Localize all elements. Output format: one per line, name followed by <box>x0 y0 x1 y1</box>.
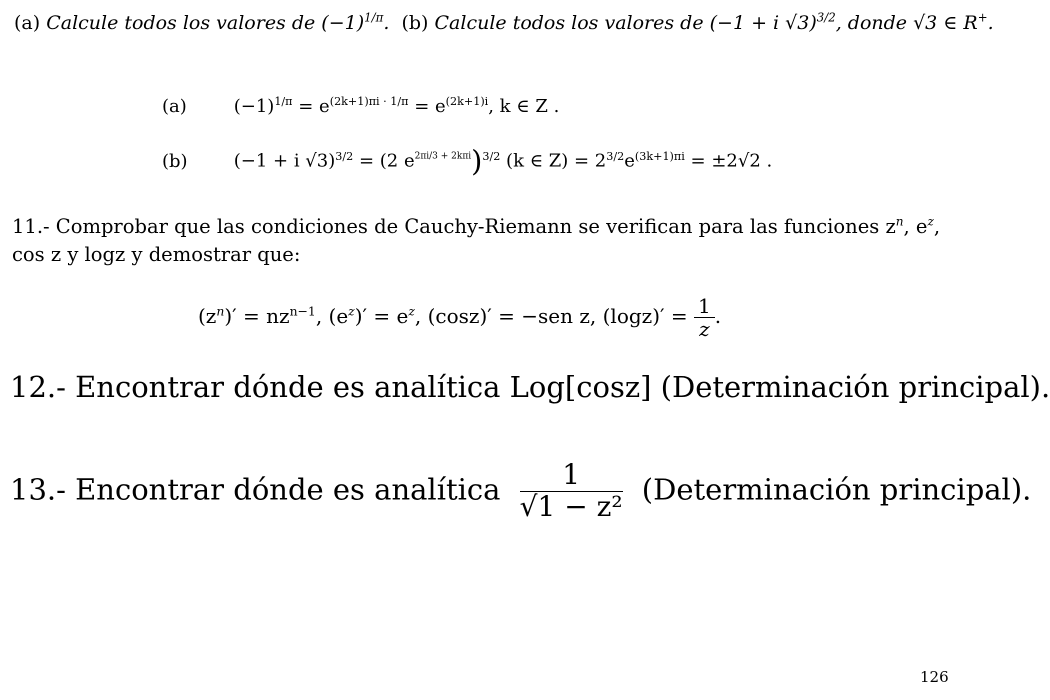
answer-b-equation: (b) (−1 + i √3)$^{3/2}$ = (2 $e^{2\pi i/3 + 2k\pi i})^{3/2}$ (k ∈ $Z) = 2^{3/2}e^{(3k+1)\pi i} = \pm 2√2$ . <box>162 144 773 178</box>
problem-11-statement-cont: cos z y logz y demostrar que: <box>12 243 301 266</box>
answer-a-equation: (a) $(-1)^{1/\pi} = e^{(2k+1)\pi i \cdot 1/\pi} = e^{(2k+1)i}$, k ∈ Z . <box>162 95 560 117</box>
problem-11-statement: 11.- Comprobar que las condiciones de Cauchy-Riemann se verifican para las funciones $z^n$, $e^z$, <box>12 214 941 238</box>
fraction-1-over-sqrt: $\frac{1}{\text{√1 − z²}}$ <box>519 458 623 523</box>
fraction-1-over-z: $\frac{1}{z}$ <box>694 295 715 340</box>
problem-12-statement: 12.- Encontrar dónde es analítica Log[cosz] (Determinación principal). <box>10 370 1050 404</box>
problem-11-derivatives-equation: $(z^n)' = nz^{n-1}$, $(e^z)' = e^z$, (cosz)′ = −sen z, (logz)′ = $\frac{1}{z}$ . <box>198 294 722 341</box>
problem-13-statement: 13.- Encontrar dónde es analítica $\frac{1}{\text{√1 − z²}}$ (Determinación principal). <box>10 458 1032 523</box>
exercise-statement: (a) Calcule todos los valores de $(-1)^{1/\pi}$. (b) Calcule todos los valores de (−1 + i √3)$^{3/2}$, donde √3 ∈ R+. <box>14 10 994 34</box>
page-number: 126 <box>920 668 949 686</box>
